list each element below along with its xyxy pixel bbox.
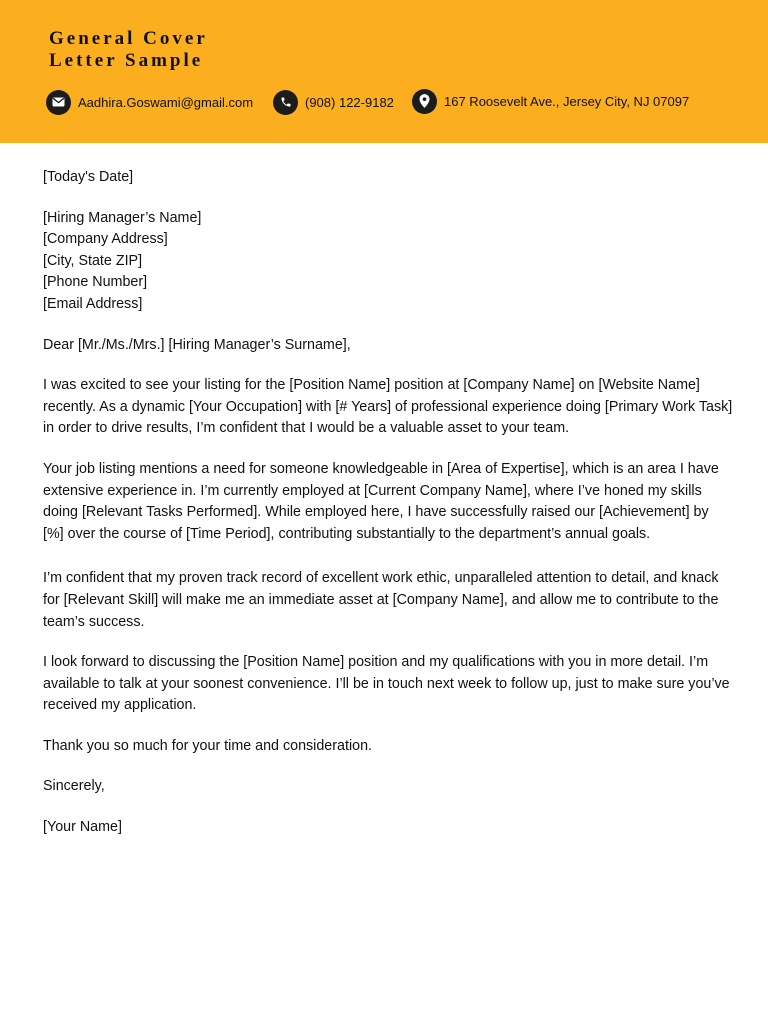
signature: [Your Name] xyxy=(43,819,122,836)
mail-icon xyxy=(46,90,71,115)
recipient-company-address: [Company Address] xyxy=(43,231,168,248)
recipient-email: [Email Address] xyxy=(43,295,143,312)
paragraph-1: I was excited to see your listing for the [Position Name] position at [Company Name] on [Website Name] recently. As a dynamic [Your Occupation] with [# Years] of professional experience doing [Primary Work Task] in order to drive results, I’m confident that I would be a valuable asset to your team. xyxy=(43,377,733,437)
header-banner xyxy=(0,0,768,143)
letter-body xyxy=(43,167,733,839)
phone-text: (908) 122-9182 xyxy=(305,94,394,110)
email-text: Aadhira.Goswami@gmail.com xyxy=(78,94,254,110)
document-title xyxy=(49,28,208,72)
recipient-block xyxy=(43,208,733,316)
address-text: 167 Roosevelt Ave., Jersey City, NJ 07097 xyxy=(444,93,690,109)
paragraph-2: Your job listing mentions a need for someone knowledgeable in [Area of Expertise], which is an area I have extensive experience in. I’m currently employed at [Current Company Name], where I’ve honed my skills doing [Relevant Tasks Performed]. While employed here, I have successfully raised our [Achievement] by [%] over the course of [Time Period], contributing substantially to the department’s annual goals. xyxy=(43,460,719,542)
recipient-city-state-zip: [City, State ZIP] xyxy=(43,252,143,269)
contact-address xyxy=(412,88,689,114)
recipient-phone: [Phone Number] xyxy=(43,274,148,291)
paragraph-5: Thank you so much for your time and consideration. xyxy=(43,737,372,754)
closing: Sincerely, xyxy=(43,778,105,795)
title-line-2: Letter Sample xyxy=(49,50,204,71)
letter-date: [Today's Date] xyxy=(43,169,134,185)
location-pin-icon xyxy=(412,89,437,114)
contact-phone xyxy=(273,89,394,115)
salutation: Dear [Mr./Ms./Mrs.] [Hiring Manager’s Surname], xyxy=(43,336,351,353)
phone-icon xyxy=(273,90,298,115)
title-line-1: General Cover xyxy=(49,28,208,49)
paragraph-3: I’m confident that my proven track record of excellent work ethic, unparalleled attention to detail, and knack for [Relevant Skill] will make me an immediate asset at [Company Name], and allow me to contribute to the team’s success. xyxy=(43,570,719,630)
paragraph-4: I look forward to discussing the [Position Name] position and my qualifications with you in more detail. I’m available to talk at your soonest convenience. I’ll be in touch next week to follow up, just to make sure you’ve received my application. xyxy=(43,654,730,714)
contact-email xyxy=(46,89,253,115)
recipient-name: [Hiring Manager’s Name] xyxy=(43,209,202,226)
